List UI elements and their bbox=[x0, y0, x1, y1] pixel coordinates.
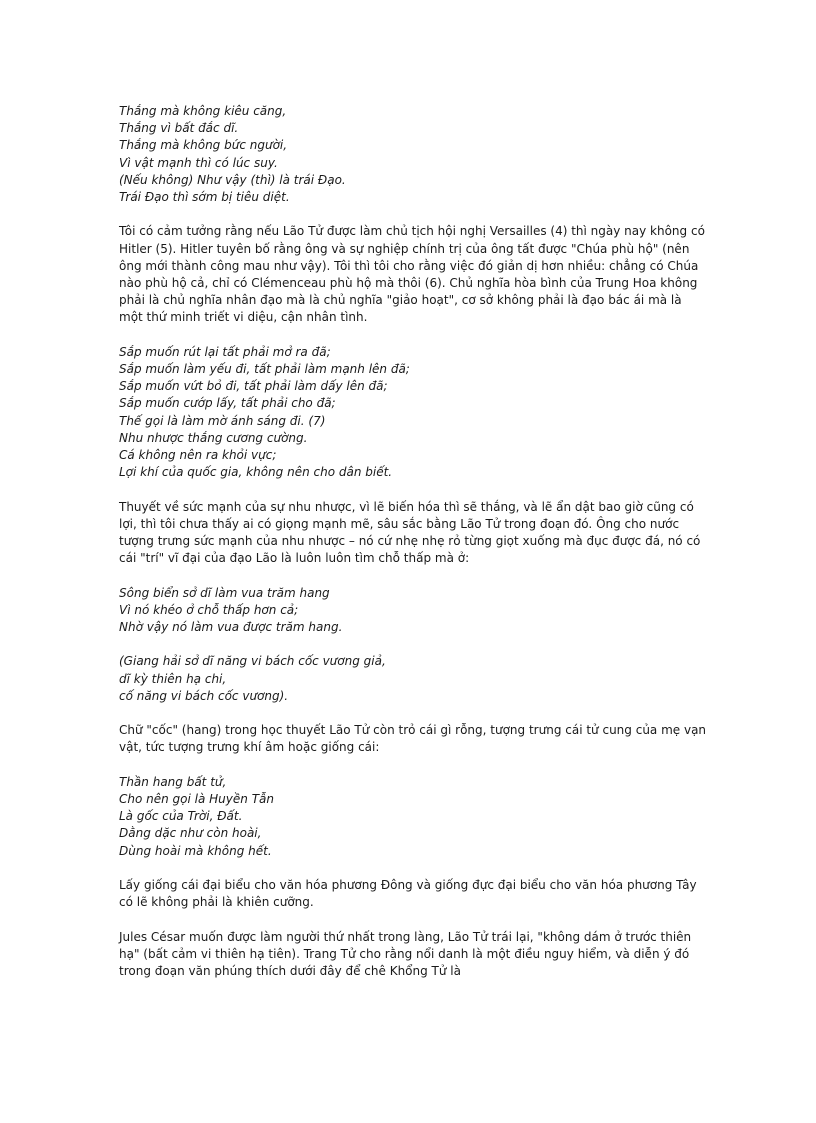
poem-line: Thắng mà không kiêu căng, bbox=[119, 104, 287, 118]
prose-paragraph-4: Lấy giống cái đại biểu cho văn hóa phương Đông và giống đực đại biểu cho văn hóa phương Tây có lẽ không phải là khiên cưỡng. bbox=[119, 878, 697, 910]
poem-line: Thắng mà không bức người, bbox=[119, 138, 288, 153]
poem-line: Nhờ vậy nó làm vua được trăm hang. bbox=[119, 620, 343, 635]
poem-line: Thắng vì bất đắc dĩ. bbox=[119, 121, 239, 136]
prose-paragraph-2: Thuyết về sức mạnh của sự nhu nhược, vì lẽ biến hóa thì sẽ thắng, và lẽ ẩn dật bao giờ cũng có lợi, thì tôi chưa thấy ai có giọng mạnh mẽ, sâu sắc bằng Lão Tử trong đoạn đó. Ông cho nước tượng trưng sức mạnh của nhu nhược – nó cứ nhẹ nhẹ rỏ từng giọt xuống mà đục được đá, nó có cái "trí" vĩ đại của đạo Lão là luôn luôn tìm chỗ thấp mà ở: bbox=[119, 499, 701, 566]
poem-line: dĩ kỳ thiên hạ chi, bbox=[119, 671, 227, 686]
poem-line: Cá không nên ra khỏi vực; bbox=[119, 448, 277, 463]
poem-line: Trái Đạo thì sớm bị tiêu diệt. bbox=[119, 190, 290, 205]
poem-stanza-3 bbox=[119, 585, 709, 637]
poem-stanza-4 bbox=[119, 653, 709, 705]
poem-stanza-1 bbox=[119, 103, 709, 206]
prose-paragraph-5: Jules César muốn được làm người thứ nhất trong làng, Lão Tử trái lại, "không dám ở trước thiên hạ" (bất cảm vi thiên hạ tiên). Trang Tử cho rằng nổi danh là một điều nguy hiểm, và diễn ý đó trong đoạn văn phúng thích dưới đây để chê Khổng Tử là bbox=[119, 929, 692, 979]
poem-line: Sông biển sở dĩ làm vua trăm hang bbox=[119, 585, 330, 600]
document-page bbox=[119, 103, 709, 997]
poem-line: Dùng hoài mà không hết. bbox=[119, 843, 272, 858]
poem-line: Sắp muốn rút lại tất phải mở ra đã; bbox=[119, 344, 331, 359]
poem-line: (Nếu không) Như vậy (thì) là trái Đạo. bbox=[119, 172, 346, 187]
poem-stanza-2 bbox=[119, 344, 709, 482]
poem-line: Nhu nhược thắng cương cường. bbox=[119, 430, 308, 445]
poem-line: Sắp muốn làm yếu đi, tất phải làm mạnh lên đã; bbox=[119, 362, 410, 377]
poem-line: Sắp muốn cướp lấy, tất phải cho đã; bbox=[119, 396, 336, 411]
poem-line: Dằng dặc như còn hoài, bbox=[119, 826, 262, 841]
prose-paragraph-3: Chữ "cốc" (hang) trong học thuyết Lão Tử còn trỏ cái gì rỗng, tượng trưng cái tử cung của mẹ vạn vật, tức tượng trưng khí âm hoặc giống cái: bbox=[119, 723, 707, 755]
poem-line: Vì vật mạnh thì có lúc suy. bbox=[119, 155, 278, 170]
prose-paragraph-1: Tôi có cảm tưởng rằng nếu Lão Tử được làm chủ tịch hội nghị Versailles (4) thì ngày nay không có Hitler (5). Hitler tuyên bố rằng ông và sự nghiệp chính trị của ông tất được "Chúa phù hộ" (nên ông mới thành công mau như vậy). Tôi thì tôi cho rằng việc đó giản dị hơn nhiều: chẳng có Chúa nào phù hộ cả, chỉ có Clémenceau phù hộ mà thôi (6). Chủ nghĩa hòa bình của Trung Hoa không phải là chủ nghĩa nhân đạo mà là chủ nghĩa "giảo hoạt", cơ sở không phải là đạo bác ái mà là một thứ minh triết vi diệu, cận nhân tình. bbox=[119, 224, 705, 325]
poem-line: (Giang hải sở dĩ năng vi bách cốc vương giả, bbox=[119, 654, 386, 669]
poem-line: cố năng vi bách cốc vương). bbox=[119, 688, 289, 703]
poem-stanza-5 bbox=[119, 774, 709, 860]
poem-line: Sắp muốn vứt bỏ đi, tất phải làm dấy lên đã; bbox=[119, 379, 388, 394]
poem-line: Là gốc của Trời, Đất. bbox=[119, 809, 243, 824]
poem-line: Thế gọi là làm mờ ánh sáng đi. (7) bbox=[119, 413, 326, 428]
poem-line: Thần hang bất tử, bbox=[119, 774, 227, 789]
poem-line: Vì nó khéo ở chỗ thấp hơn cả; bbox=[119, 602, 299, 617]
poem-line: Lợi khí của quốc gia, không nên cho dân biết. bbox=[119, 465, 393, 480]
poem-line: Cho nên gọi là Huyền Tẫn bbox=[119, 792, 274, 807]
